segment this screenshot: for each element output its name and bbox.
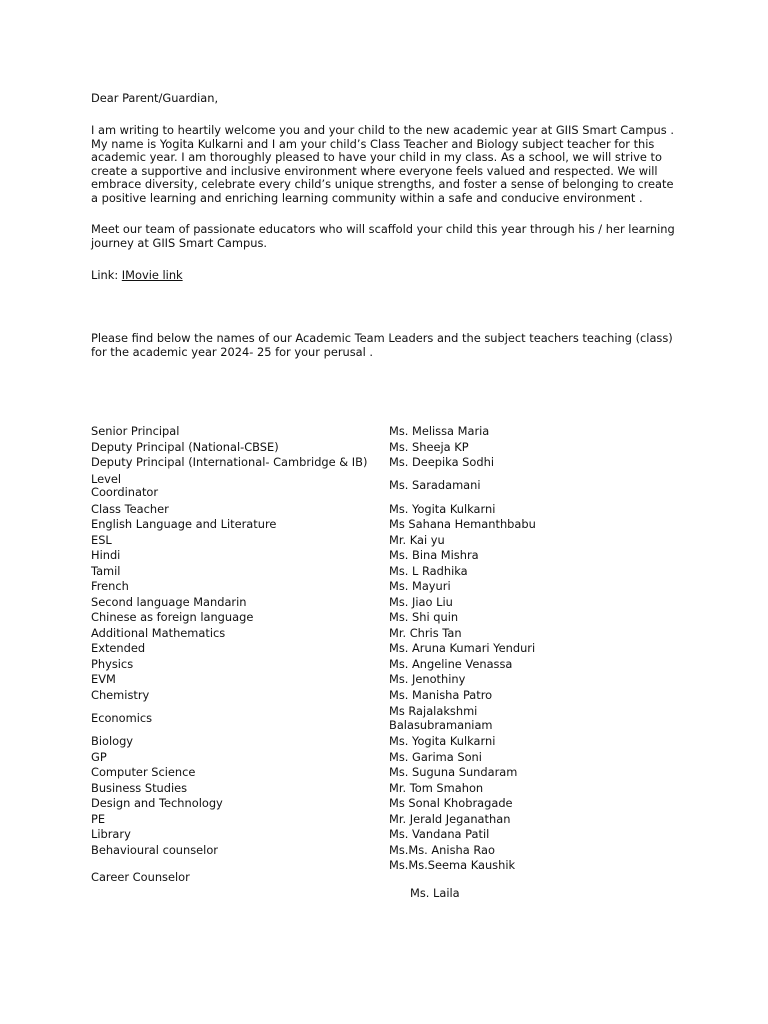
roster-teacher-name: Ms. Yogita Kulkarni: [389, 501, 496, 516]
perusal-line: for the academic year 2024- 25 for your perusal .: [91, 344, 374, 359]
roster-role: Deputy Principal (International- Cambridge & IB): [91, 455, 368, 469]
career-counselor-role: Career Counselor: [91, 870, 190, 884]
roster-role: Design and Technology: [91, 796, 223, 810]
roster-teacher-name: Mr. Chris Tan: [389, 625, 462, 640]
intro-line: embrace diversity, celebrate every child’s unique strengths, and foster a sense of belonging to create: [91, 177, 674, 191]
roster-role: Tamil: [91, 563, 121, 578]
intro-line: academic year. I am thoroughly pleased to have your child in my class. As a school, we will strive to: [91, 150, 662, 164]
roster-teacher-name: Ms Rajalakshmi Balasubramaniam: [389, 704, 493, 732]
roster-role: Senior Principal: [91, 424, 180, 438]
roster-teacher-name: Ms. Suguna Sundaram: [389, 765, 518, 779]
roster-role: Behavioural counselor: [91, 842, 218, 857]
roster-role: Library: [91, 827, 131, 841]
roster-role: EVM: [91, 672, 116, 686]
roster-row: [91, 734, 571, 750]
roster-role: ESL: [91, 532, 112, 547]
roster-role: Physics: [91, 656, 134, 671]
roster-role: Computer Science: [91, 765, 196, 779]
roster-row: [91, 657, 571, 673]
roster-teacher-name: Mr. Kai yu: [389, 532, 445, 547]
roster-role: Extended: [91, 641, 146, 655]
roster-role: Class Teacher: [91, 501, 169, 516]
roster-teacher-name: Ms. Vandana Patil: [389, 827, 490, 841]
roster-row: [91, 781, 571, 797]
roster-teacher-name: Ms. Deepika Sodhi: [389, 455, 494, 469]
intro-paragraph: [91, 124, 681, 205]
roster-role: English Language and Literature: [91, 517, 277, 531]
roster-teacher-name: Ms. Saradamani: [389, 478, 481, 493]
roster-row: [91, 641, 571, 657]
intro-line: create a supportive and inclusive environment where everyone feels valued and respected. We will: [91, 163, 658, 178]
roster-row: [91, 564, 571, 580]
roster-role: Level Coordinator: [91, 471, 159, 499]
roster-row: [91, 765, 571, 781]
roster-role: French: [91, 579, 129, 593]
roster-row: [91, 672, 571, 688]
intro-line: My name is Yogita Kulkarni and I am your child’s Class Teacher and Biology subject teacher for this: [91, 136, 655, 151]
roster-teacher-name: Ms. Aruna Kumari Yenduri: [389, 641, 536, 655]
imovie-link[interactable]: IMovie link: [121, 268, 183, 282]
roster-teacher-name: Ms. L Radhika: [389, 563, 468, 578]
roster-teacher-name: Ms. Mayuri: [389, 579, 451, 593]
roster-role: Hindi: [91, 548, 121, 562]
roster-row: [91, 626, 571, 642]
roster-row: [91, 440, 571, 456]
roster-role: Business Studies: [91, 780, 188, 795]
roster-row: [91, 517, 571, 533]
roster-role: PE: [91, 811, 106, 826]
link-line: [91, 269, 691, 283]
roster-role: Chinese as foreign language: [91, 610, 254, 624]
roster-teacher-name: Ms.Ms. Anisha Rao: [389, 842, 495, 857]
career-counselor-name: Ms. Laila: [410, 886, 460, 900]
roster-row: [91, 610, 571, 626]
roster-role: GP: [91, 749, 107, 764]
roster-row: [91, 548, 571, 564]
roster-row: [91, 827, 571, 843]
roster-row: [91, 595, 571, 611]
roster-row: [91, 455, 571, 471]
roster-role: Second language Mandarin: [91, 594, 247, 609]
roster-teacher-name: Ms. Melissa Maria: [389, 424, 490, 438]
roster-teacher-name: Ms. Yogita Kulkarni: [389, 734, 496, 748]
roster-row: [91, 796, 571, 812]
perusal-paragraph: [91, 332, 681, 359]
roster-teacher-name: Ms. Jiao Liu: [389, 594, 453, 609]
roster-row: [91, 703, 571, 734]
roster-teacher-name: Mr. Jerald Jeganathan: [389, 811, 511, 826]
roster-teacher-name: Ms. Garima Soni: [389, 749, 482, 764]
roster-row: [91, 502, 571, 518]
roster-row: [91, 688, 571, 704]
intro-line: a positive learning and enriching learning community within a safe and conducive environment .: [91, 190, 643, 205]
greeting: Dear Parent/Guardian,: [91, 91, 219, 105]
roster-teacher-name: Mr. Tom Smahon: [389, 780, 484, 795]
roster-teacher-name: Ms.Ms.Seema Kaushik: [389, 858, 516, 872]
roster-teacher-name: Ms. Manisha Patro: [389, 687, 493, 702]
roster-row: [91, 579, 571, 595]
meet-line: Meet our team of passionate educators who will scaffold your child this year through his / her learning: [91, 222, 675, 236]
link-prefix: Link:: [91, 268, 122, 282]
meet-team-paragraph: [91, 223, 681, 250]
roster-role: Biology: [91, 734, 134, 748]
roster-teacher-name: Ms. Jenothiny: [389, 672, 466, 686]
roster-role: Economics: [91, 710, 153, 725]
perusal-line: Please find below the names of our Academic Team Leaders and the subject teachers teaching (class): [91, 331, 673, 345]
roster-role: Additional Mathematics: [91, 625, 226, 640]
intro-line: I am writing to heartily welcome you and your child to the new academic year at GIIS Smart Campus .: [91, 123, 674, 137]
roster-teacher-name: Ms Sahana Hemanthbabu: [389, 517, 536, 531]
roster-row: [91, 843, 571, 859]
roster-role: Chemistry: [91, 687, 150, 702]
roster-row: [91, 812, 571, 828]
roster-teacher-name: Ms Sonal Khobragade: [389, 796, 513, 810]
roster-teacher-name: Ms. Angeline Venassa: [389, 656, 513, 671]
roster-row: [91, 750, 571, 766]
roster-teacher-name: Ms. Sheeja KP: [389, 439, 469, 454]
staff-roster: [91, 424, 571, 874]
roster-teacher-name: Ms. Shi quin: [389, 610, 459, 624]
roster-row: [91, 424, 571, 440]
meet-line: journey at GIIS Smart Campus.: [91, 235, 267, 250]
roster-role: Deputy Principal (National-CBSE): [91, 439, 279, 454]
roster-row: [91, 471, 571, 502]
roster-row: [91, 533, 571, 549]
roster-teacher-name: Ms. Bina Mishra: [389, 548, 479, 562]
